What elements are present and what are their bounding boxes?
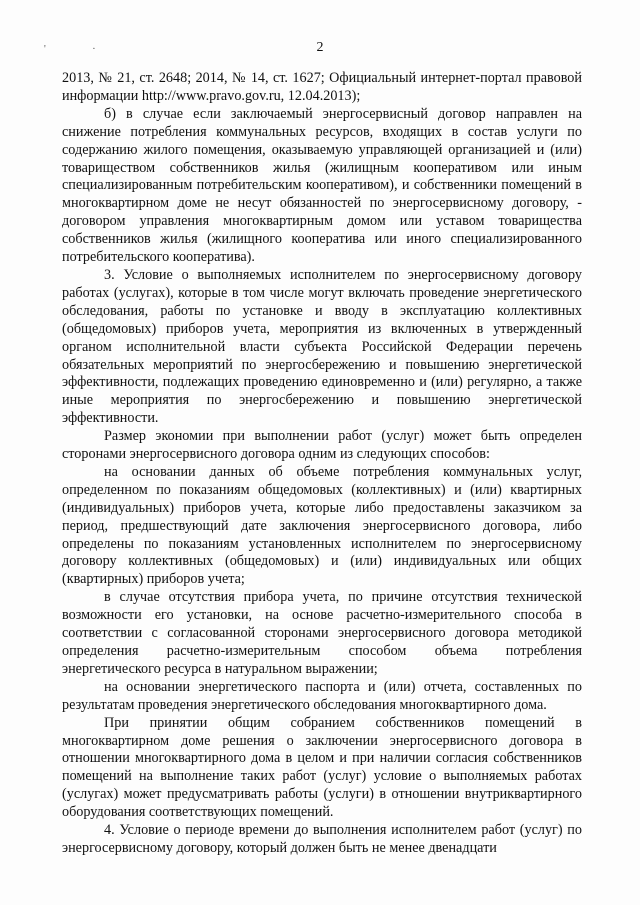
paragraph-general-meeting: При принятии общим собранием собственников помещений в многоквартирном доме решения о заключении энергосервисного договора в отношении многоквартирного дома в целом и при наличии согласия собственников помещений на выполнение таких работ (услуг) условие о выполняемых работах (услугах) может предусматривать работы (услуги) в отношении внутриквартирного оборудования соответствующих помещений. <box>62 714 582 821</box>
paragraph-clause-b: б) в случае если заключаемый энергосервисный договор направлен на снижение потребления коммунальных ресурсов, входящих в состав услуги по содержанию жилого помещения, оказываемую управляющей организацией и (или) товариществом собственников жилья (жилищным кооперативом или иным специализированным потребительским кооперативом), и собственники помещений в многоквартирном доме не несут обязанностей по энергосервисному договору, - договором управления многоквартирным домом или уставом товарищества собственников жилья (жилищного кооператива или иного специализированного потребительского кооператива). <box>62 105 582 266</box>
paragraph-method-metering: на основании данных об объеме потребления коммунальных услуг, определенном по показаниям общедомовых (коллективных) и (или) квартирных (индивидуальных) приборов учета, которые либо предоставлены заказчиком за период, предшествующий дате заключения энергосервисного договора, либо определены по показаниям установленных исполнителем по энергосервисному договору коллективных (общедомовых) и (или) индивидуальных или общих (квартирных) приборов учета; <box>62 463 582 588</box>
margin-marks: ' · <box>44 44 118 55</box>
document-body <box>62 70 582 858</box>
paragraph-clause-4: 4. Условие о периоде времени до выполнения исполнителем работ (услуг) по энергосервисному договору, который должен быть не менее двенадцати <box>62 822 582 856</box>
paragraph-clause-3: 3. Условие о выполняемых исполнителем по энергосервисному договору работах (услугах), которые в том числе могут включать проведение энергетического обследования, работы по установке и вводу в эксплуатацию коллективных (общедомовых) приборов учета, мероприятия из включенных в утвержденный органом исполнительной власти субъекта Российской Федерации перечень обязательных мероприятий по энергосбережению и повышению энергетической эффективности, подлежащих проведению единовременно и (или) регулярно, а также иные мероприятия по энергосбережению и повышению энергетической эффективности. <box>62 266 582 427</box>
paragraph-savings-methods: Размер экономии при выполнении работ (услуг) может быть определен сторонами энергосервисного договора одним из следующих способов: <box>62 428 582 463</box>
page-number: 2 <box>316 40 324 55</box>
paragraph-method-calculation: в случае отсутствия прибора учета, по причине отсутствия технической возможности его установки, на основе расчетно-измерительного способа в соответствии с согласованной сторонами энергосервисного договора методикой определения расчетно-измерительным способом объема потребления энергетического ресурса в натуральном выражении; <box>62 589 582 677</box>
paragraph-method-passport: на основании энергетического паспорта и (или) отчета, составленных по результатам проведения энергетического обследования многоквартирного дома. <box>62 678 582 713</box>
paragraph-citation-continuation: 2013, № 21, ст. 2648; 2014, № 14, ст. 1627; Официальный интернет-портал правовой информации http://www.pravo.gov.ru, 12.04.2013); <box>62 70 582 104</box>
